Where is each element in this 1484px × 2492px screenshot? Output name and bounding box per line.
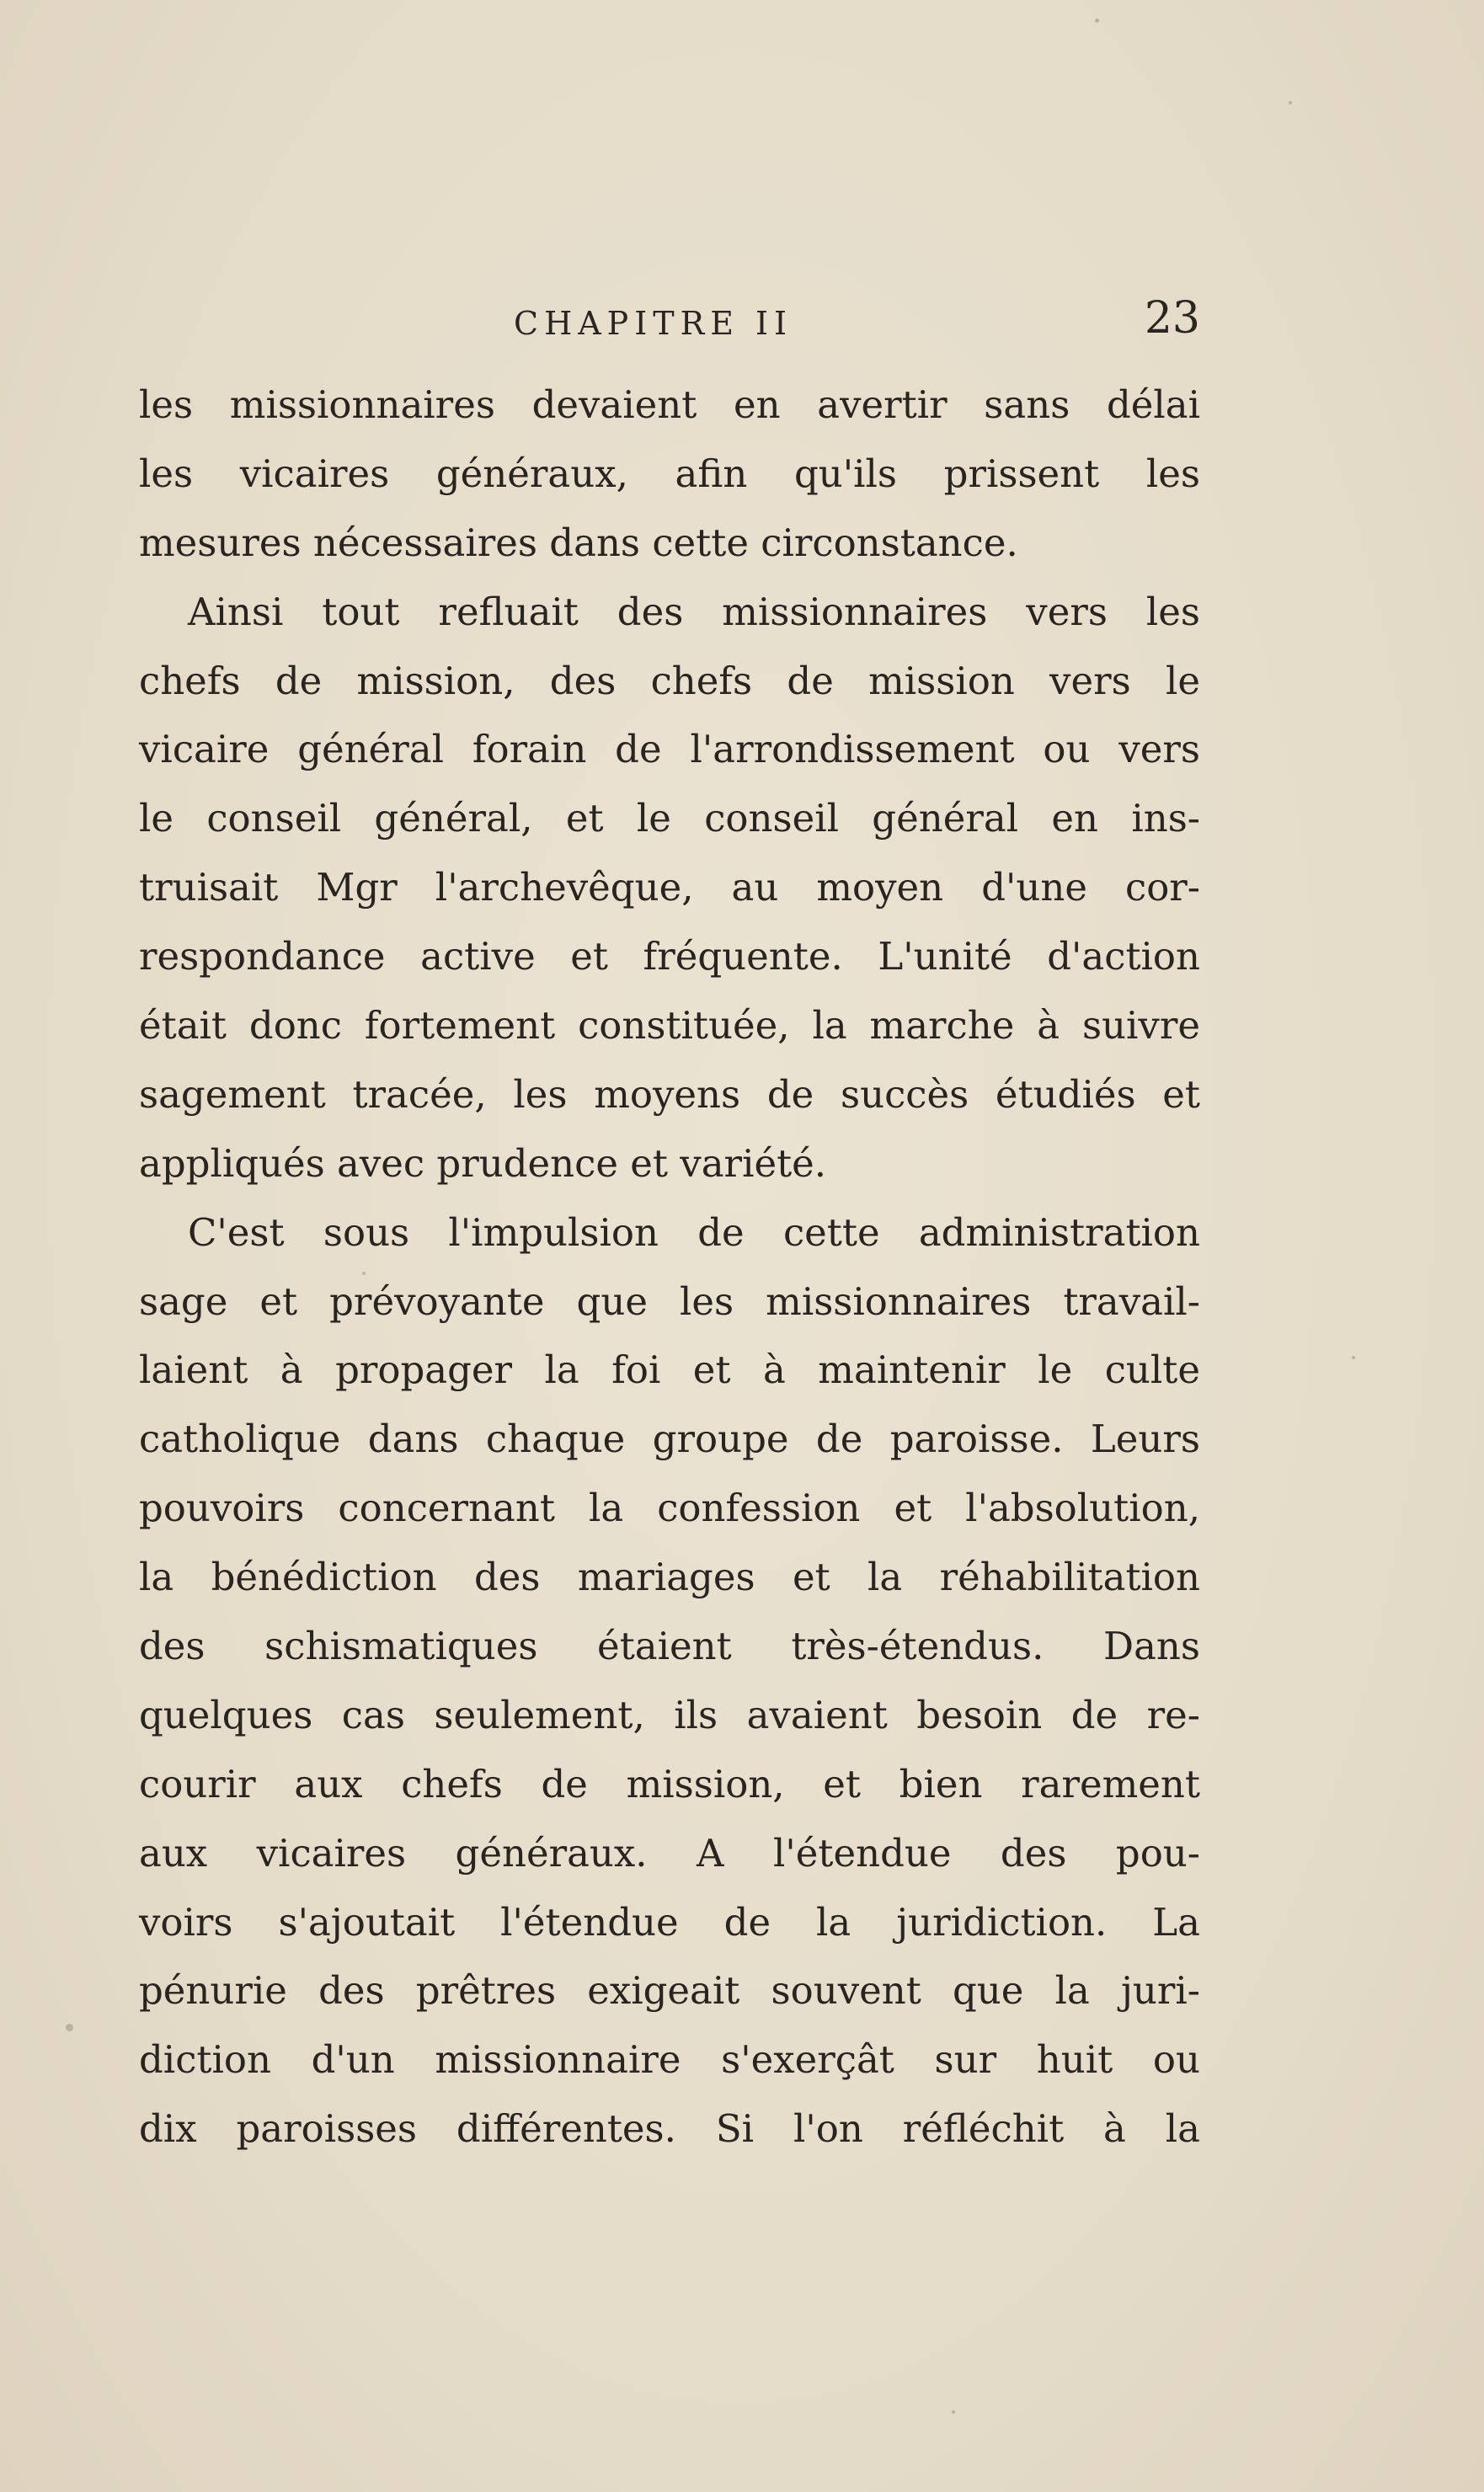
paper-speck: [66, 2024, 73, 2031]
text-line: mesures nécessaires dans cette circonstance.: [139, 520, 1018, 565]
text-line: sage et prévoyante que les missionnaires travail-: [139, 1278, 1200, 1324]
text-line: le conseil général, et le conseil général en ins-: [139, 796, 1200, 841]
text-line: catholique dans chaque groupe de paroisse. Leurs: [139, 1417, 1200, 1462]
paper-speck: [952, 2410, 955, 2414]
text-line: pouvoirs concernant la confession et l'absolution,: [139, 1486, 1200, 1531]
text-line: respondance active et fréquente. L'unité d'action: [139, 934, 1200, 979]
text-line: chefs de mission, des chefs de mission vers le: [139, 658, 1200, 703]
text-line: la bénédiction des mariages et la réhabilitation: [139, 1555, 1200, 1600]
text-line: courir aux chefs de mission, et bien rarement: [139, 1761, 1200, 1806]
page-number: 23: [1144, 293, 1200, 344]
text-line: truisait Mgr l'archevêque, au moyen d'une cor-: [139, 865, 1200, 910]
text-line: vicaire général forain de l'arrondissement ou vers: [139, 727, 1200, 772]
text-line: diction d'un missionnaire s'exerçât sur huit ou: [139, 2037, 1200, 2083]
text-line: dix paroisses différentes. Si l'on réfléchit à la: [139, 2106, 1200, 2152]
body-text: [139, 371, 1200, 2164]
text-line: voirs s'ajoutait l'étendue de la juridiction. La: [139, 1899, 1200, 1945]
running-title: CHAPITRE II: [514, 305, 793, 342]
text-line: les vicaires généraux, afin qu'ils prissent les: [139, 451, 1200, 496]
text-line: pénurie des prêtres exigeait souvent que la juri-: [139, 1968, 1200, 2014]
paper-speck: [1352, 1356, 1355, 1359]
text-line: C'est sous l'impulsion de cette administration: [188, 1209, 1200, 1255]
text-line: quelques cas seulement, ils avaient besoin de re-: [139, 1692, 1200, 1737]
paper-speck: [1095, 19, 1099, 23]
paper-speck: [1289, 101, 1292, 104]
text-line: aux vicaires généraux. A l'étendue des pou-: [139, 1830, 1200, 1876]
text-line: Ainsi tout refluait des missionnaires vers les: [188, 589, 1200, 634]
text-line: appliqués avec prudence et variété.: [139, 1140, 827, 1186]
text-line: sagement tracée, les moyens de succès étudiés et: [139, 1071, 1200, 1117]
page-header: [139, 293, 1200, 352]
text-line: était donc fortement constituée, la marche à suivre: [139, 1003, 1200, 1049]
text-line: les missionnaires devaient en avertir sans délai: [139, 382, 1200, 427]
text-line: des schismatiques étaient très-étendus. Dans: [139, 1624, 1200, 1669]
text-line: laient à propager la foi et à maintenir le culte: [139, 1347, 1200, 1393]
